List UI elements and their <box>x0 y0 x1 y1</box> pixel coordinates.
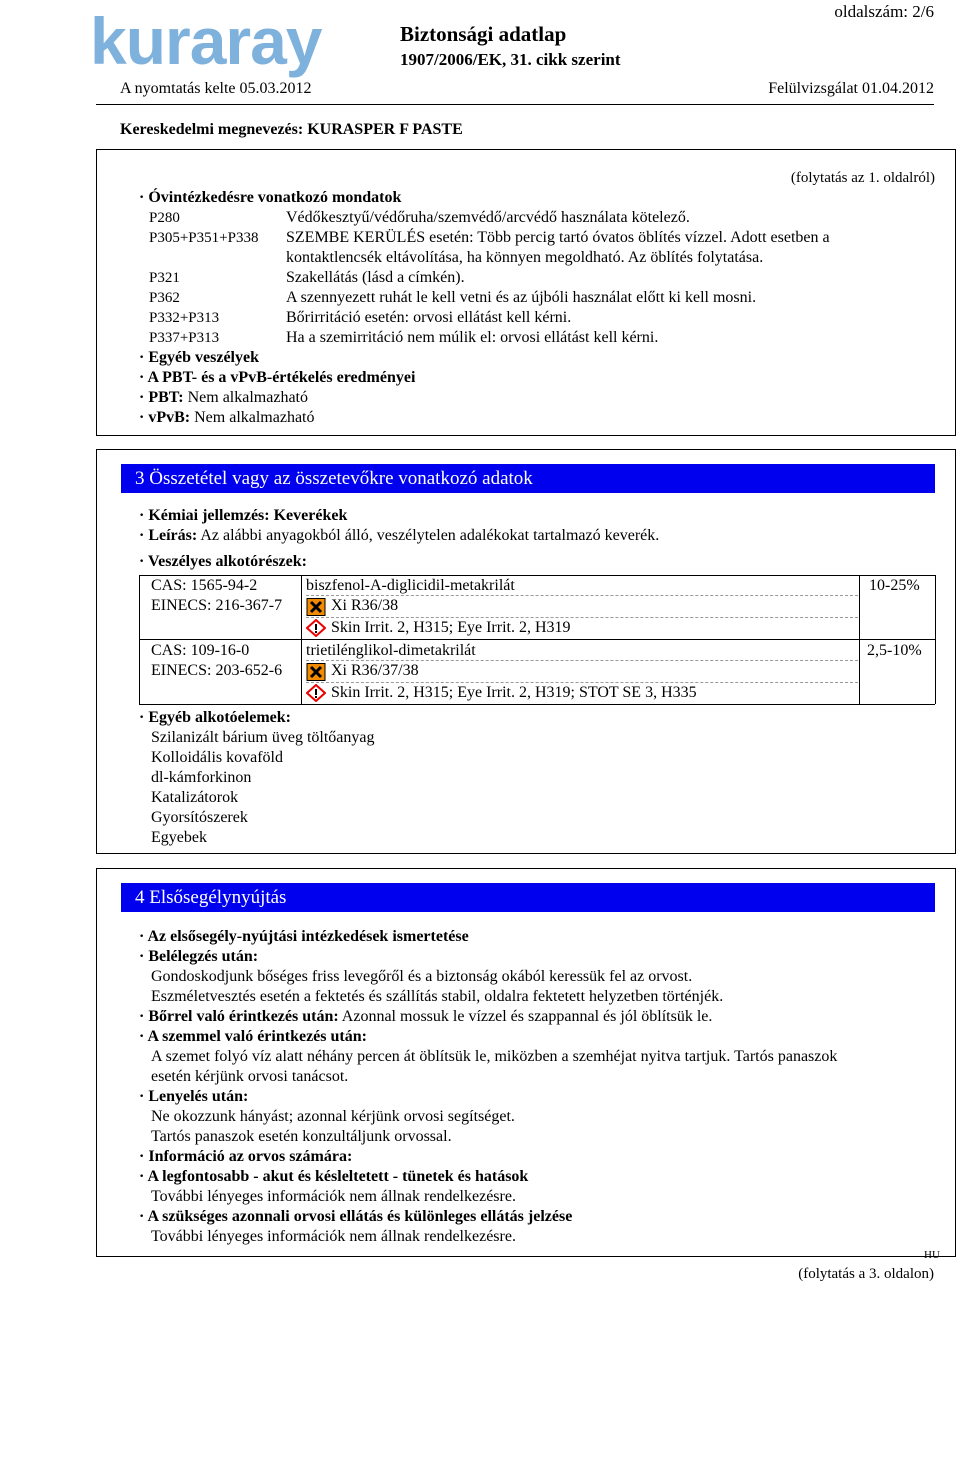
statement-code: P321 <box>149 270 180 286</box>
first-aid-line <box>139 1027 367 1047</box>
first-aid-line <box>151 967 692 987</box>
first-aid-line <box>151 987 723 1007</box>
first-aid-text: esetén kérjünk orvosi tanácsot. <box>151 1068 349 1085</box>
component-clp: Skin Irrit. 2, H315; Eye Irrit. 2, H319; STOT SE 3, H335 <box>331 684 697 701</box>
section3-box <box>96 449 956 854</box>
first-aid-text: Gondoskodjunk bőséges friss levegőről és a biztonság okából keressük fel az orvost. <box>151 968 693 985</box>
trade-name: Kereskedelmi megnevezés: KURASPER F PASTE <box>120 121 463 138</box>
statement-code: P332+P313 <box>149 310 220 326</box>
other-component-item: dl-kámforkinon <box>151 769 252 786</box>
statement-code: P362 <box>149 290 180 306</box>
first-aid-line <box>151 1127 452 1147</box>
first-aid-line <box>151 1107 515 1127</box>
first-aid-label: · Lenyelés után: <box>139 1088 249 1105</box>
continued-from: (folytatás az 1. oldalról) <box>790 170 935 186</box>
table-border <box>139 704 935 705</box>
statement-code: P305+P351+P338 <box>149 230 259 246</box>
first-aid-text: További lényeges információk nem állnak rendelkezésre. <box>151 1188 516 1205</box>
document-subtitle: 1907/2006/EK, 31. cikk szerint <box>400 50 621 69</box>
exclamation-diamond-icon <box>306 684 326 702</box>
other-component-item: Szilanizált bárium üveg töltőanyag <box>151 729 375 746</box>
first-aid-line <box>151 1187 516 1207</box>
first-aid-label: · A szükséges azonnali orvosi ellátás és különleges ellátás jelzése <box>139 1208 573 1225</box>
description-value: Az alábbi anyagokból álló, veszélytelen adalékokat tartalmazó keverék. <box>200 527 660 544</box>
table-border <box>859 575 860 704</box>
component-dsd: Xi R36/37/38 <box>331 662 419 679</box>
first-aid-line <box>151 1047 837 1067</box>
other-component-item: Kolloidális kovaföld <box>151 749 283 766</box>
component-cas: CAS: 109-16-0 <box>151 642 250 659</box>
kuraray-logo: kuraray <box>90 4 322 78</box>
component-einecs: EINECS: 216-367-7 <box>151 597 283 614</box>
component-name: trietilénglikol-dimetakrilát <box>306 642 476 659</box>
section4-box <box>96 868 956 1257</box>
other-hazards-heading: · Egyéb veszélyek <box>139 349 259 366</box>
table-border <box>139 575 140 704</box>
statement-code: P280 <box>149 210 180 226</box>
other-component-item: Egyebek <box>151 829 207 846</box>
revision-date: Felülvizsgálat 01.04.2012 <box>768 80 934 97</box>
first-aid-text: A szemet folyó víz alatt néhány percen át öblítsük le, miközben a szemhéjat nyitva tartjuk. Tartós panaszok <box>151 1048 838 1065</box>
vpvb-label: · vPvB: <box>139 409 191 426</box>
vpvb-line <box>139 408 315 428</box>
first-aid-line <box>139 927 469 947</box>
statement-text: SZEMBE KERÜLÉS esetén: Több percig tartó óvatos öblítés vízzel. Adott esetben a <box>286 229 830 246</box>
description-label: · Leírás: <box>139 527 198 544</box>
first-aid-text: További lényeges információk nem állnak rendelkezésre. <box>151 1228 516 1245</box>
component-name: biszfenol-A-diglicidil-metakrilát <box>306 577 515 594</box>
first-aid-line <box>151 1227 516 1247</box>
statement-text: Védőkesztyű/védőruha/szemvédő/arcvédő használata kötelező. <box>286 209 690 226</box>
first-aid-line <box>139 1167 528 1187</box>
page-number: oldalszám: 2/6 <box>834 2 934 21</box>
component-range: 2,5-10% <box>867 642 922 659</box>
first-aid-line <box>139 1147 352 1167</box>
first-aid-line <box>139 1087 248 1107</box>
header-divider <box>96 104 934 105</box>
first-aid-text: Azonnal mossuk le vízzel és szappannal és jól öblítsük le. <box>341 1008 713 1025</box>
component-clp: Skin Irrit. 2, H315; Eye Irrit. 2, H319 <box>331 619 571 636</box>
table-border <box>139 575 935 576</box>
other-component-item: Gyorsítószerek <box>151 809 248 826</box>
section3-title: 3 Összetétel vagy az összetevőkre vonatkozó adatok <box>121 464 935 493</box>
component-einecs: EINECS: 203-652-6 <box>151 662 283 679</box>
continued-to: (folytatás a 3. oldalon) <box>798 1266 934 1282</box>
chemical-characterization: · Kémiai jellemzés: Keverékek <box>139 507 348 524</box>
statement-text: A szennyezett ruhát le kell vetni és az újbóli használat előtt ki kell mosni. <box>286 289 757 306</box>
pbt-value: Nem alkalmazható <box>187 389 308 406</box>
document-title: Biztonsági adatlap <box>400 22 567 46</box>
first-aid-text: Eszméletvesztés esetén a fektetés és szállítás stabil, oldalra fektetett helyzetben történjék. <box>151 988 724 1005</box>
component-range: 10-25% <box>869 577 920 594</box>
statement-text: Szakellátás (lásd a címkén). <box>286 269 465 286</box>
other-components-heading: · Egyéb alkotóelemek: <box>139 709 291 726</box>
first-aid-label: · A szemmel való érintkezés után: <box>139 1028 367 1045</box>
vpvb-value: Nem alkalmazható <box>194 409 315 426</box>
component-dsd: Xi R36/38 <box>331 597 399 614</box>
statement-text: kontaktlencsék eltávolítása, ha könnyen megoldható. Az öblítés folytatása. <box>286 249 764 266</box>
section4-title: 4 Elsősegélynyújtás <box>121 883 935 912</box>
first-aid-label: · Információ az orvos számára: <box>139 1148 353 1165</box>
first-aid-label: · Bőrrel való érintkezés után: <box>139 1008 339 1025</box>
harmful-x-icon <box>306 598 326 616</box>
first-aid-text: Tartós panaszok esetén konzultáljunk orvossal. <box>151 1128 452 1145</box>
language-code: HU <box>924 1249 940 1261</box>
statement-text: Bőrirritáció esetén: orvosi ellátást kell kérni. <box>286 309 572 326</box>
hazardous-components-heading: · Veszélyes alkotórészek: <box>139 553 307 570</box>
description-line <box>139 526 659 546</box>
first-aid-text: Ne okozzunk hányást; azonnal kérjünk orvosi segítséget. <box>151 1108 515 1125</box>
statement-code: P337+P313 <box>149 330 220 346</box>
section2-continued-box <box>96 149 956 436</box>
first-aid-label: · Belélegzés után: <box>139 948 259 965</box>
pbt-label: · PBT: <box>139 389 184 406</box>
exclamation-diamond-icon <box>306 619 326 637</box>
first-aid-label: · A legfontosabb - akut és késleltetett - tünetek és hatások <box>139 1168 529 1185</box>
harmful-x-icon <box>306 663 326 681</box>
statement-text: Ha a szemirritáció nem múlik el: orvosi ellátást kell kérni. <box>286 329 659 346</box>
first-aid-line <box>139 1007 712 1027</box>
component-cas: CAS: 1565-94-2 <box>151 577 258 594</box>
first-aid-line <box>139 947 258 967</box>
precaution-heading: · Óvintézkedésre vonatkozó mondatok <box>139 189 402 206</box>
table-border <box>139 639 935 640</box>
pbt-line <box>139 388 308 408</box>
other-component-item: Katalizátorok <box>151 789 239 806</box>
pbt-heading: · A PBT- és a vPvB-értékelés eredményei <box>139 369 416 386</box>
print-date: A nyomtatás kelte 05.03.2012 <box>120 80 312 97</box>
table-border <box>301 575 302 704</box>
first-aid-line <box>151 1067 348 1087</box>
first-aid-line <box>139 1207 572 1227</box>
table-border <box>935 575 936 704</box>
first-aid-label: · Az elsősegély-nyújtási intézkedések ismertetése <box>139 928 469 945</box>
